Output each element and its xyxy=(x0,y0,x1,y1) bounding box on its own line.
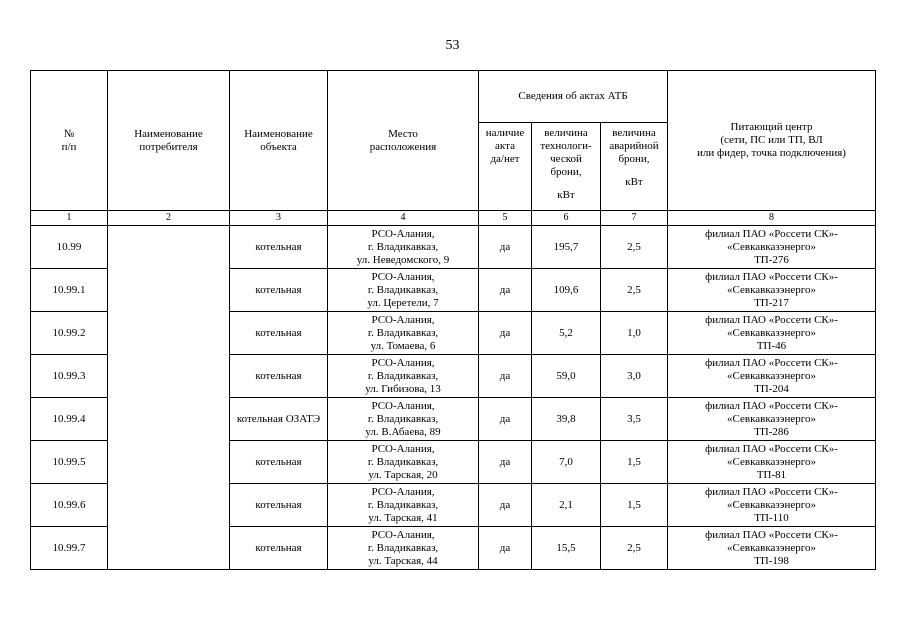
emerg-reserve-cell: 3,5 xyxy=(601,398,668,441)
tech-reserve-cell: 7,0 xyxy=(532,441,601,484)
power-center-cell: филиал ПАО «Россети СК»- «Севкавказэнерго» ТП-110 xyxy=(668,484,876,527)
emerg-reserve-cell: 1,5 xyxy=(601,441,668,484)
power-center-cell: филиал ПАО «Россети СК»- «Севкавказэнерго» ТП-286 xyxy=(668,398,876,441)
column-number: 4 xyxy=(328,211,479,226)
header-tech-reserve: величина технологи- ческой брони, кВт xyxy=(532,123,601,211)
row-number: 10.99.6 xyxy=(31,484,108,527)
act-cell: да xyxy=(479,441,532,484)
location-cell: РСО-Алания, г. Владикавказ, ул. Церетели, 7 xyxy=(328,269,479,312)
power-center-cell: филиал ПАО «Россети СК»- «Севкавказэнерго» ТП-46 xyxy=(668,312,876,355)
page-number: 53 xyxy=(445,38,460,53)
location-cell: РСО-Алания, г. Владикавказ, ул. Тарская, 44 xyxy=(328,527,479,570)
header-emerg-reserve: величина аварийной брони, кВт xyxy=(601,123,668,211)
row-number: 10.99.1 xyxy=(31,269,108,312)
row-number: 10.99.4 xyxy=(31,398,108,441)
column-number: 7 xyxy=(601,211,668,226)
atb-table xyxy=(30,70,876,570)
act-cell: да xyxy=(479,484,532,527)
power-center-cell: филиал ПАО «Россети СК»- «Севкавказэнерго» ТП-276 xyxy=(668,226,876,269)
header-atb-group: Сведения об актах АТБ xyxy=(479,71,668,123)
row-number: 10.99 xyxy=(31,226,108,269)
consumer-cell xyxy=(108,226,230,570)
location-cell: РСО-Алания, г. Владикавказ, ул. Томаева, 6 xyxy=(328,312,479,355)
header-power-center: Питающий центр (сети, ПС или ТП, ВЛ или фидер, точка подключения) xyxy=(668,71,876,211)
tech-reserve-cell: 39,8 xyxy=(532,398,601,441)
header-location: Место расположения xyxy=(328,71,479,211)
emerg-reserve-cell: 2,5 xyxy=(601,527,668,570)
object-name: котельная xyxy=(230,527,328,570)
act-cell: да xyxy=(479,312,532,355)
row-number: 10.99.7 xyxy=(31,527,108,570)
column-number-row xyxy=(31,211,876,226)
act-cell: да xyxy=(479,527,532,570)
emerg-reserve-cell: 1,0 xyxy=(601,312,668,355)
location-cell: РСО-Алания, г. Владикавказ, ул. Тарская, 20 xyxy=(328,441,479,484)
object-name: котельная ОЗАТЭ xyxy=(230,398,328,441)
column-number: 8 xyxy=(668,211,876,226)
column-number: 5 xyxy=(479,211,532,226)
power-center-cell: филиал ПАО «Россети СК»- «Севкавказэнерго» ТП-204 xyxy=(668,355,876,398)
header-act: наличие акта да/нет xyxy=(479,123,532,211)
table-row xyxy=(31,226,876,269)
row-number: 10.99.5 xyxy=(31,441,108,484)
location-cell: РСО-Алания, г. Владикавказ, ул. В.Абаева, 89 xyxy=(328,398,479,441)
power-center-cell: филиал ПАО «Россети СК»- «Севкавказэнерго» ТП-217 xyxy=(668,269,876,312)
header-consumer: Наименование потребителя xyxy=(108,71,230,211)
column-number: 3 xyxy=(230,211,328,226)
column-number: 2 xyxy=(108,211,230,226)
row-number: 10.99.3 xyxy=(31,355,108,398)
emerg-reserve-cell: 2,5 xyxy=(601,269,668,312)
object-name: котельная xyxy=(230,226,328,269)
location-cell: РСО-Алания, г. Владикавказ, ул. Тарская, 41 xyxy=(328,484,479,527)
location-cell: РСО-Алания, г. Владикавказ, ул. Неведомского, 9 xyxy=(328,226,479,269)
object-name: котельная xyxy=(230,312,328,355)
header-object: Наименование объекта xyxy=(230,71,328,211)
emerg-reserve-cell: 3,0 xyxy=(601,355,668,398)
tech-reserve-cell: 5,2 xyxy=(532,312,601,355)
object-name: котельная xyxy=(230,269,328,312)
tech-reserve-cell: 109,6 xyxy=(532,269,601,312)
power-center-cell: филиал ПАО «Россети СК»- «Севкавказэнерго» ТП-198 xyxy=(668,527,876,570)
tech-reserve-cell: 59,0 xyxy=(532,355,601,398)
act-cell: да xyxy=(479,355,532,398)
column-number: 6 xyxy=(532,211,601,226)
column-number: 1 xyxy=(31,211,108,226)
act-cell: да xyxy=(479,226,532,269)
tech-reserve-cell: 195,7 xyxy=(532,226,601,269)
location-cell: РСО-Алания, г. Владикавказ, ул. Гибизова, 13 xyxy=(328,355,479,398)
power-center-cell: филиал ПАО «Россети СК»- «Севкавказэнерго» ТП-81 xyxy=(668,441,876,484)
emerg-reserve-cell: 1,5 xyxy=(601,484,668,527)
emerg-reserve-cell: 2,5 xyxy=(601,226,668,269)
row-number: 10.99.2 xyxy=(31,312,108,355)
object-name: котельная xyxy=(230,484,328,527)
tech-reserve-cell: 2,1 xyxy=(532,484,601,527)
header-num: № п/п xyxy=(31,71,108,211)
act-cell: да xyxy=(479,269,532,312)
object-name: котельная xyxy=(230,441,328,484)
act-cell: да xyxy=(479,398,532,441)
tech-reserve-cell: 15,5 xyxy=(532,527,601,570)
object-name: котельная xyxy=(230,355,328,398)
